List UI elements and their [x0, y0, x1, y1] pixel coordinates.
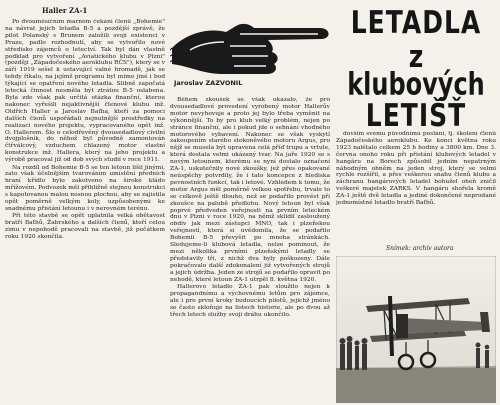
title-line: LETADLA — [350, 4, 482, 41]
paragraph: Během zkoušek se však ukázalo, že pro dvousedadlové provedení vyrobený motor Hallerův motor nevyhovuje a proto jej bylo třeba vyměnit na výkonnější. To by pro klub velký problém, nejen po stránce finanční, ale i pokud jde o sehnání vhodného motorového vybavení. Nakonec se však vyskytl zakoupením starého stokoněvého motoru Argus, pro nějž se musela být upravena celá příď trupu a vrtule, která dostala velmi ukázaný tvar. Na jaře 1920 se s novým letounem, kterému se nyní dostalo označení ZA-1, uskutečnily nové zkoušky, jež přes opakované neúspěchy potvrdily, že i tato koncepce z hlediska pevnostních funkcí, tak i letové. Vzhledem k tomu, že motor Argus měl poměrně velkou spotřebu, trvalo to se celkově ještě dlouho, než se podařilo provést při zkoušce na palubě předlohu. Nový letoun byl však poprvé předveden veřejnosti na prvním leteckém dnu v Plzni v roce 1920, na němž sklidil zasloužený obdiv jak mezi zástupci MNO, tak i plzeňskou veřejností, která si uvědomila, že se podařilo Bohemii B-5 převýšit po mnoha stránkách. Sledujeme-li klubová letadla, nelze pominout, že mezi několika prvními plzeňskými letadly se představily tři, z nichž dva byly poškozeny. Dále pokračovalo další zdokonalení již vytvořených strojů a jejich údržba. Jeden ze strojů se podařilo opravit po nehodě, které letoun ZA-1 utrpěl 8. května 1920. — [170, 97, 330, 283]
paragraph: Při této stavbě se opět uplatnila velká obětavost bratří Baťhů, Žabrského a dalších členů, kteří celou zimu v nepohodě pracovali na stavbě, již počátkem roku 1920 skončila. — [5, 213, 165, 241]
paragraph: Hallerovo letadlo ZA-1 pak sloužilo nejen k propagandnímu a výchovnému letům pro zájemce, ale i pro první kroky budoucích pilotů, jejichž jméno se často skloňuje na listech historie, ale po dvou až třech letech služby svoji dráhu ukončilo. — [170, 283, 330, 318]
paragraph: Po dvouměsíčním marném čekání členů „Bohemie" na návrat jejich letadla B-5 a pozdější zprávě, že pilot Polanský s Brunem založili svoji existenci v Praze, padlo rozhodnutí, aby se vytvořilo nové středisko zájemců o letectví. Tak byl dán vlastně podklad pro vytvoření „Aviatického klubu v Plzni" (později „Západočeského aeroklubu RČS"), který se v září 1919 sešel k ustavující valné hromadě, jak se tehdy říkalo, na jejímž programu byl mimo jiné i bod týkající se opatření nového letadla. Slibně započatá letecká činnost nesměla být ztrátou B-5 oslabena. Byla zde však pak určitá otázka finanční, kterou nakonec vyřešili nejaktivnější členové klubu inž. Oldřich Haller a Jaroslav Baťha, kteří za pomoci dalších členů uspořádali nejnutnější prostředky na realizaci nového projektu, vypracovaného opět inž. O. Hallerem. Šlo o celodřevěný dvousedadlový civilní dvojplošník, do něhož byl původně zamontován čtřválcový, vzduchem chlazený motor vlastní konstrukce inž. Hallera, který na jeho projektu a výrobě pracoval již od dob svých studií v roce 1911. — [5, 19, 165, 164]
pointing-hand-icon — [170, 4, 335, 76]
title-line: klubových — [347, 66, 485, 103]
author-name: Jaroslav ZAZVONIL — [174, 79, 243, 87]
article-title — [336, 4, 496, 134]
article-column-1 — [5, 19, 165, 403]
paragraph: Na rozdíl od Bohemie B-5 se ten letoun lišil jinými, zato však účelnějším tvarováním umístění předních hraní křídlo bylo zakotveno na široké kládo mřížovém. Podvozek měl přibližně stejnou konstrukci s kapotovanou malou nosnou plochou, aby se zajistila opět poměrně velkým koly, uzpůsobenými ke snadnému přistání letounu i v nerovném terénu. — [5, 164, 165, 212]
title-line: z — [408, 38, 424, 75]
article-column-3 — [336, 131, 496, 241]
article-column-2 — [170, 97, 330, 403]
title-line: LETIŠŤ — [365, 97, 467, 134]
aircraft-heading: Haller ZA-1 — [42, 6, 88, 15]
paragraph: dovšim svému původnímu poslání, tj. školení členů Západočeského aeroklubu. Ke konci května roku 1923 nalétalo celkem 25 h hodiny a 3800 km. Dne 3. června onoho roku při přistání klubových letadel v hangáru na Borech způsobil jedním nepatrným náhodným ohněm na jeden stroj, který se velmi rychle rozšířil, a přes veškerou snahu členů klubu a záchranu hangárových letadel bohužel oheň zničil veškeré majetek ZARKS. V hangáru shořela kromě ZA-1 ještě dvě letadla a jediné dokončené neprodané jednomístné letadlo bratří Baťhů. — [336, 131, 496, 207]
biplane-photo — [336, 256, 496, 403]
photo-caption: Snímek: archív autora — [386, 245, 454, 252]
